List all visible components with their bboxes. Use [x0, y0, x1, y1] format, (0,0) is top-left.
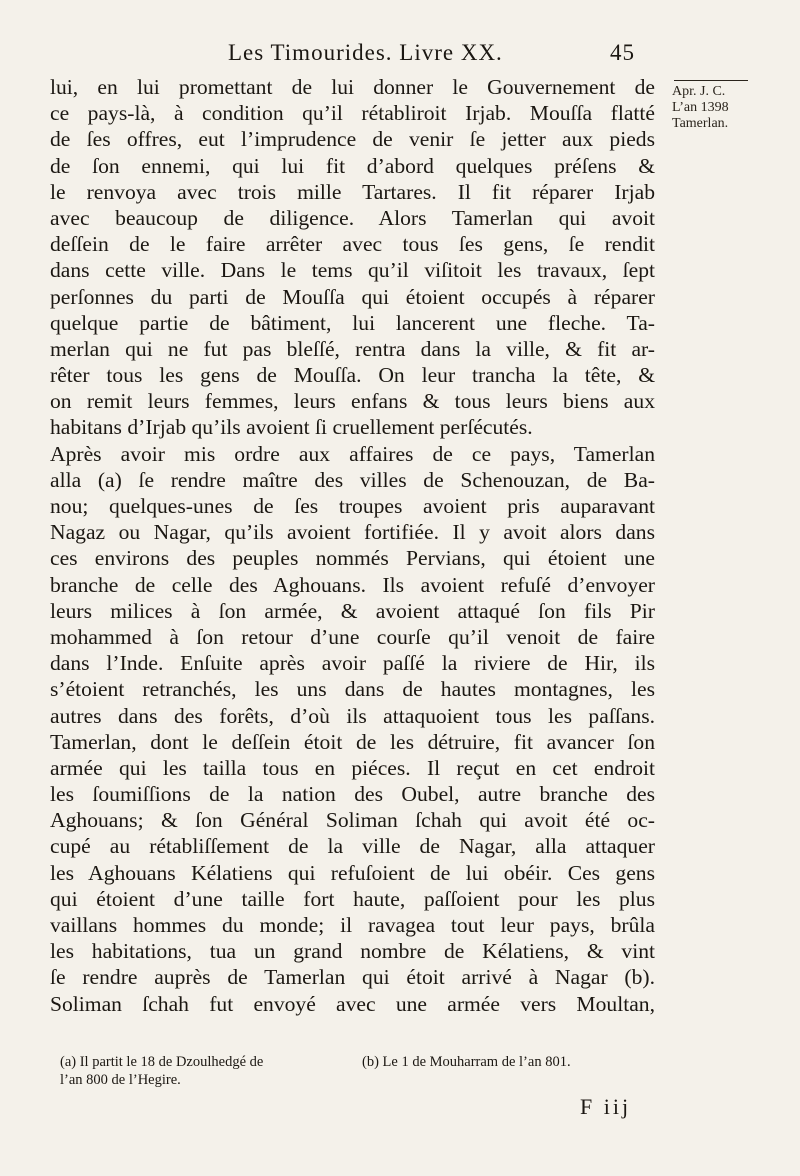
text-line: merlan qui ne fut pas bleſſé, rentra dans la ville, & fit ar-: [50, 336, 655, 361]
text-line: Tamerlan, dont le deſſein étoit de les détruire, fit avancer ſon: [50, 729, 655, 754]
page-number: 45: [610, 40, 635, 65]
text-line: leurs milices à ſon armée, & avoient attaqué ſon fils Pir: [50, 598, 655, 623]
text-line: qui étoient d’une taille fort haute, paſſoient pour les plus: [50, 886, 655, 911]
text-line: s’étoient retranchés, les uns dans de hautes montagnes, les: [50, 677, 655, 702]
text-line: les ſoumiſſions de la nation des Oubel, autre branche des: [50, 782, 655, 807]
text-line: le renvoya avec trois mille Tartares. Il fit réparer Irjab: [50, 179, 655, 204]
margin-era: Apr. J. C.: [672, 84, 726, 99]
text-line: ce pays-là, à condition qu’il rétabliroit Irjab. Mouſſa flatté: [50, 101, 655, 126]
text-line: avec beaucoup de diligence. Alors Tamerlan qui avoit: [50, 205, 655, 230]
text-line: deſſein de le faire arrêter avec tous ſes gens, ſe rendit: [50, 232, 655, 257]
text-line: armée qui les tailla tous en piéces. Il reçut en cet endroit: [50, 755, 655, 780]
running-header: [228, 40, 648, 66]
text-line: Aghouans; & ſon Général Soliman ſchah qui avoit été oc-: [50, 808, 655, 833]
text-line: Nagaz ou Nagar, qu’ils avoient fortifiée. Il y avoit alors dans: [50, 520, 655, 545]
running-title: Les Timourides. Livre XX.: [228, 40, 503, 65]
text-line: mohammed à ſon retour d’une courſe qu’il venoit de faire: [50, 624, 655, 649]
text-line: branche de celle des Aghouans. Ils avoient refuſé d’envoyer: [50, 572, 655, 597]
text-line: dans l’Inde. Enſuite après avoir paſſé la riviere de Hir, ils: [50, 651, 655, 676]
text-line: habitans d’Irjab qu’ils avoient ſi cruellement perſécutés.: [50, 415, 533, 440]
text-line: Après avoir mis ordre aux affaires de ce pays, Tamerlan: [50, 441, 655, 466]
text-line: on remit leurs femmes, leurs enfans & tous leurs biens aux: [50, 389, 655, 414]
footnote-b: [362, 1053, 662, 1071]
text-line: les Aghouans Kélatiens qui refuſoient de lui obéir. Ces gens: [50, 860, 655, 885]
margin-note: [660, 80, 785, 132]
text-line: Soliman ſchah fut envoyé avec une armée vers Moultan,: [50, 991, 655, 1016]
text-line: ſe rendre auprès de Tamerlan qui étoit arrivé à Nagar (b).: [50, 965, 655, 990]
text-line: ces environs des peuples nommés Pervians, qui étoient une: [50, 546, 655, 571]
footnote-line: l’an 800 de l’Hegire.: [60, 1072, 181, 1088]
footnote-line: (b) Le 1 de Mouharram de l’an 801.: [362, 1054, 571, 1070]
text-line: autres dans des forêts, d’où ils attaquoient tous les paſſans.: [50, 703, 655, 728]
text-line: rêter tous les gens de Mouſſa. On leur trancha la tête, &: [50, 363, 655, 388]
text-line: cupé au rétabliſſement de la ville de Nagar, alla attaquer: [50, 834, 655, 859]
text-line: nou; quelques-unes de ſes troupes avoient pris auparavant: [50, 494, 655, 518]
margin-rule: [674, 80, 748, 81]
text-line: de ſon ennemi, qui lui fit d’abord quelques préſens &: [50, 153, 655, 178]
text-line: lui, en lui promettant de lui donner le Gouvernement de: [50, 75, 655, 99]
text-line: quelque partie de bâtiment, lui lancerent une fleche. Ta-: [50, 310, 655, 335]
margin-year: L’an 1398: [672, 100, 729, 115]
footnote-line: (a) Il partit le 18 de Dzoulhedgé de: [60, 1054, 264, 1070]
text-line: de ſes offres, eut l’imprudence de venir ſe jetter aux pieds: [50, 127, 655, 152]
text-line: vaillans hommes du monde; il ravagea tout leur pays, brûla: [50, 913, 655, 937]
main-text: [50, 74, 655, 1017]
text-line: les habitations, tua un grand nombre de Kélatiens, & vint: [50, 939, 655, 964]
text-line: dans cette ville. Dans le tems qu’il viſitoit les travaux, ſept: [50, 258, 655, 283]
footnote-a: [60, 1053, 360, 1089]
text-line: alla (a) ſe rendre maître des villes de Schenouzan, de Ba-: [50, 467, 655, 492]
margin-subject: Tamerlan.: [672, 116, 729, 131]
text-line: perſonnes du parti de Mouſſa qui étoient occupés à réparer: [50, 284, 655, 309]
signature-mark: F iij: [580, 1094, 632, 1119]
